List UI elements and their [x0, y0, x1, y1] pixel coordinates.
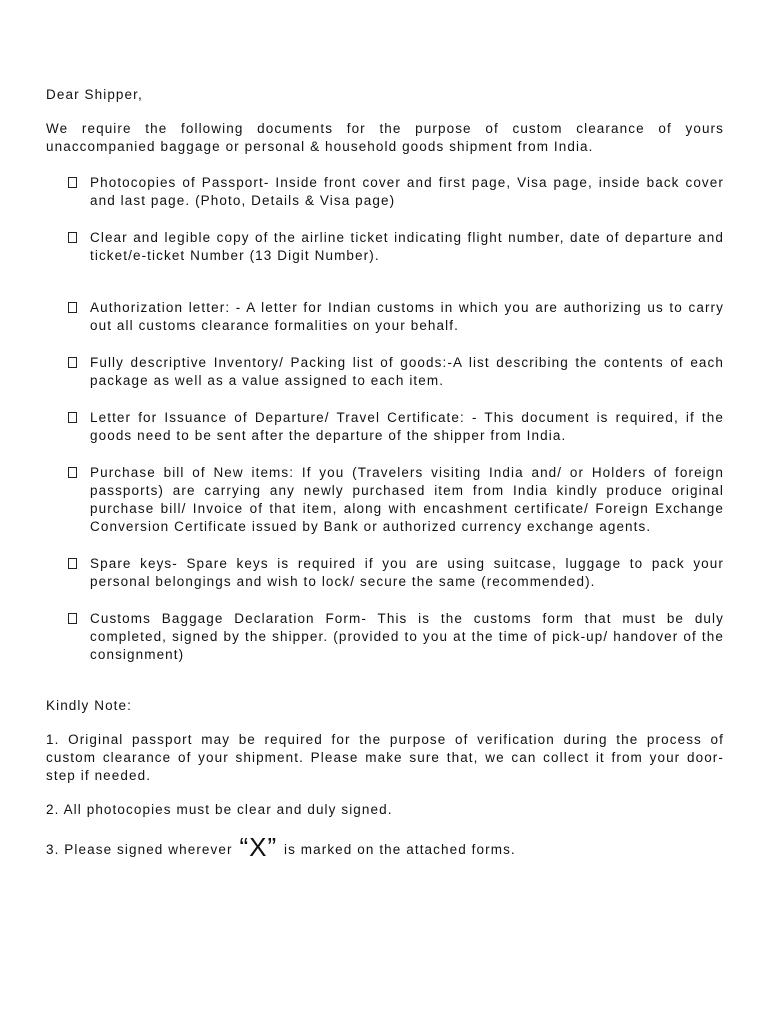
required-documents-list [46, 174, 724, 664]
greeting: Dear Shipper, [46, 87, 143, 102]
checkbox-bullet-icon [68, 558, 77, 569]
note-3-text-before: 3. Please signed wherever [46, 842, 233, 857]
checkbox-bullet-icon [68, 302, 77, 313]
note-3-text-after: is marked on the attached forms. [283, 842, 516, 857]
note-item-3 [46, 832, 516, 862]
checkbox-bullet-icon [68, 412, 77, 423]
list-item-text: Letter for Issuance of Departure/ Travel Certificate: - This document is required, if the goods need to be sent after the departure of the shipper from India. [90, 410, 724, 443]
checkbox-bullet-icon [68, 467, 77, 478]
x-mark: “X” [239, 832, 278, 862]
list-item [46, 610, 724, 664]
checkbox-bullet-icon [68, 613, 77, 624]
checkbox-bullet-icon [68, 232, 77, 243]
list-item [46, 464, 724, 536]
list-item [46, 299, 724, 335]
checkbox-bullet-icon [68, 177, 77, 188]
list-item-text: Spare keys- Spare keys is required if you are using suitcase, luggage to pack your personal belongings and wish to lock/ secure the same (recommended). [90, 556, 724, 589]
list-item [46, 229, 724, 265]
list-item [46, 555, 724, 591]
list-item-text: Purchase bill of New items: If you (Travelers visiting India and/ or Holders of foreign passports) are carrying any newly purchased item from India kindly produce original purchase bill/ Invoice of that item, along with encashment certificate/ Foreign Exchange Conversion Certificate issued by Bank or authorized currency exchange agents. [90, 465, 724, 534]
note-item-1: 1. Original passport may be required for the purpose of verification during the process of custom clearance of your shipment. Please make sure that, we can collect it from your door-step if needed. [46, 732, 724, 783]
list-item-text: Fully descriptive Inventory/ Packing list of goods:-A list describing the contents of each package as well as a value assigned to each item. [90, 355, 724, 388]
list-item-text: Photocopies of Passport- Inside front cover and first page, Visa page, inside back cover and last page. (Photo, Details & Visa page) [90, 175, 724, 208]
list-item [46, 409, 724, 445]
note-heading: Kindly Note: [46, 698, 132, 713]
note-item-2: 2. All photocopies must be clear and duly signed. [46, 802, 393, 817]
list-item [46, 354, 724, 390]
intro-paragraph: We require the following documents for the purpose of custom clearance of yours unaccompanied baggage or personal & household goods shipment from India. [46, 121, 724, 154]
checkbox-bullet-icon [68, 357, 77, 368]
list-item [46, 174, 724, 210]
list-item-text: Authorization letter: - A letter for Indian customs in which you are authorizing us to carry out all customs clearance formalities on your behalf. [90, 300, 724, 333]
list-item-text: Customs Baggage Declaration Form- This is the customs form that must be duly completed, signed by the shipper. (provided to you at the time of pick-up/ handover of the consignment) [90, 611, 724, 662]
list-item-text: Clear and legible copy of the airline ticket indicating flight number, date of departure and ticket/e-ticket Number (13 Digit Number). [90, 230, 724, 263]
